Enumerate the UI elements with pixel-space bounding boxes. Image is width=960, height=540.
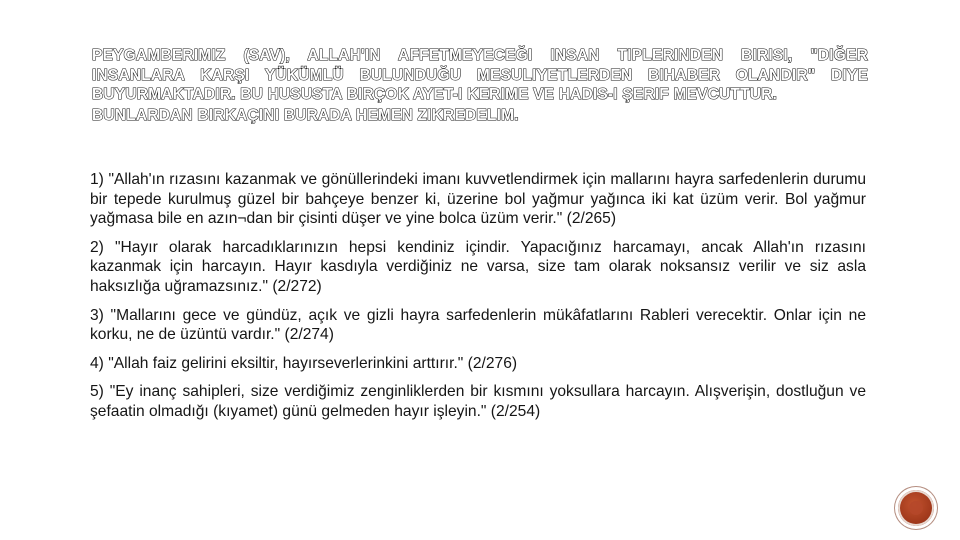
slide-heading [92, 46, 868, 125]
heading-sub: BUNLARDAN BIRKAÇINI BURADA HEMEN ZIKREDELIM. [92, 106, 519, 124]
paragraph-5: 5) "Ey inanç sahipleri, size verdiğimiz zenginliklerden bir kısmını yoksullara harcayın. Alışverişin, dostluğun ve şefaatin olmadığı (kıyamet) günü gelmeden hayır işleyin." (2/254) [90, 383, 866, 420]
heading-main: PEYGAMBERIMIZ (SAV), ALLAH'IN AFFETMEYECEĞI INSAN TIPLERINDEN BIRISI, "DIĞER INSANLARA KARŞI YÜKÜMLÜ BULUNDUĞU MESULIYETLERDEN BIHABER OLANDIR" DIYE BUYURMAKTADIR. BU HUSUSTA BIRÇOK AYET-I KERIME VE HADIS-I ŞERIF MEVCUTTUR. [92, 47, 868, 103]
paragraph-3: 3) "Mallarını gece ve gündüz, açık ve gizli hayra sarfedenlerin mükâfatlarını Rableri verecektir. Onlar için ne korku, ne de üzüntü vardır." (2/274) [90, 306, 866, 344]
badge-center-icon [909, 501, 923, 515]
slide-body [90, 170, 866, 431]
slide-number-badge-icon [898, 490, 934, 526]
paragraph-4: 4) "Allah faiz gelirini eksiltir, hayırseverlerinkini arttırır." (2/276) [90, 354, 518, 372]
paragraph-1: 1) "Allah'ın rızasını kazanmak ve gönüllerindeki imanı kuvvetlendirmek için mallarını hayra sarfedenlerin durumu bir tepede kurulmuş güzel bir bahçeye benzer ki, üzerine bol yağmur yağınca iki kat üzüm verir. Bol yağmur yağmasa bile en azın¬dan bir çisinti düşer ve yine bolca üzüm verir." (2/265) [90, 171, 866, 228]
paragraph-2: 2) "Hayır olarak harcadıklarınızın hepsi kendiniz içindir. Yapacığınız harcamayı, ancak Allah'ın rızasını kazanmak için harcayın. Hayır kasdıyla verdiğiniz ne varsa, size tam olarak noksansız verilir ve siz asla haksızlığa uğramazsınız." (2/272) [90, 238, 866, 295]
